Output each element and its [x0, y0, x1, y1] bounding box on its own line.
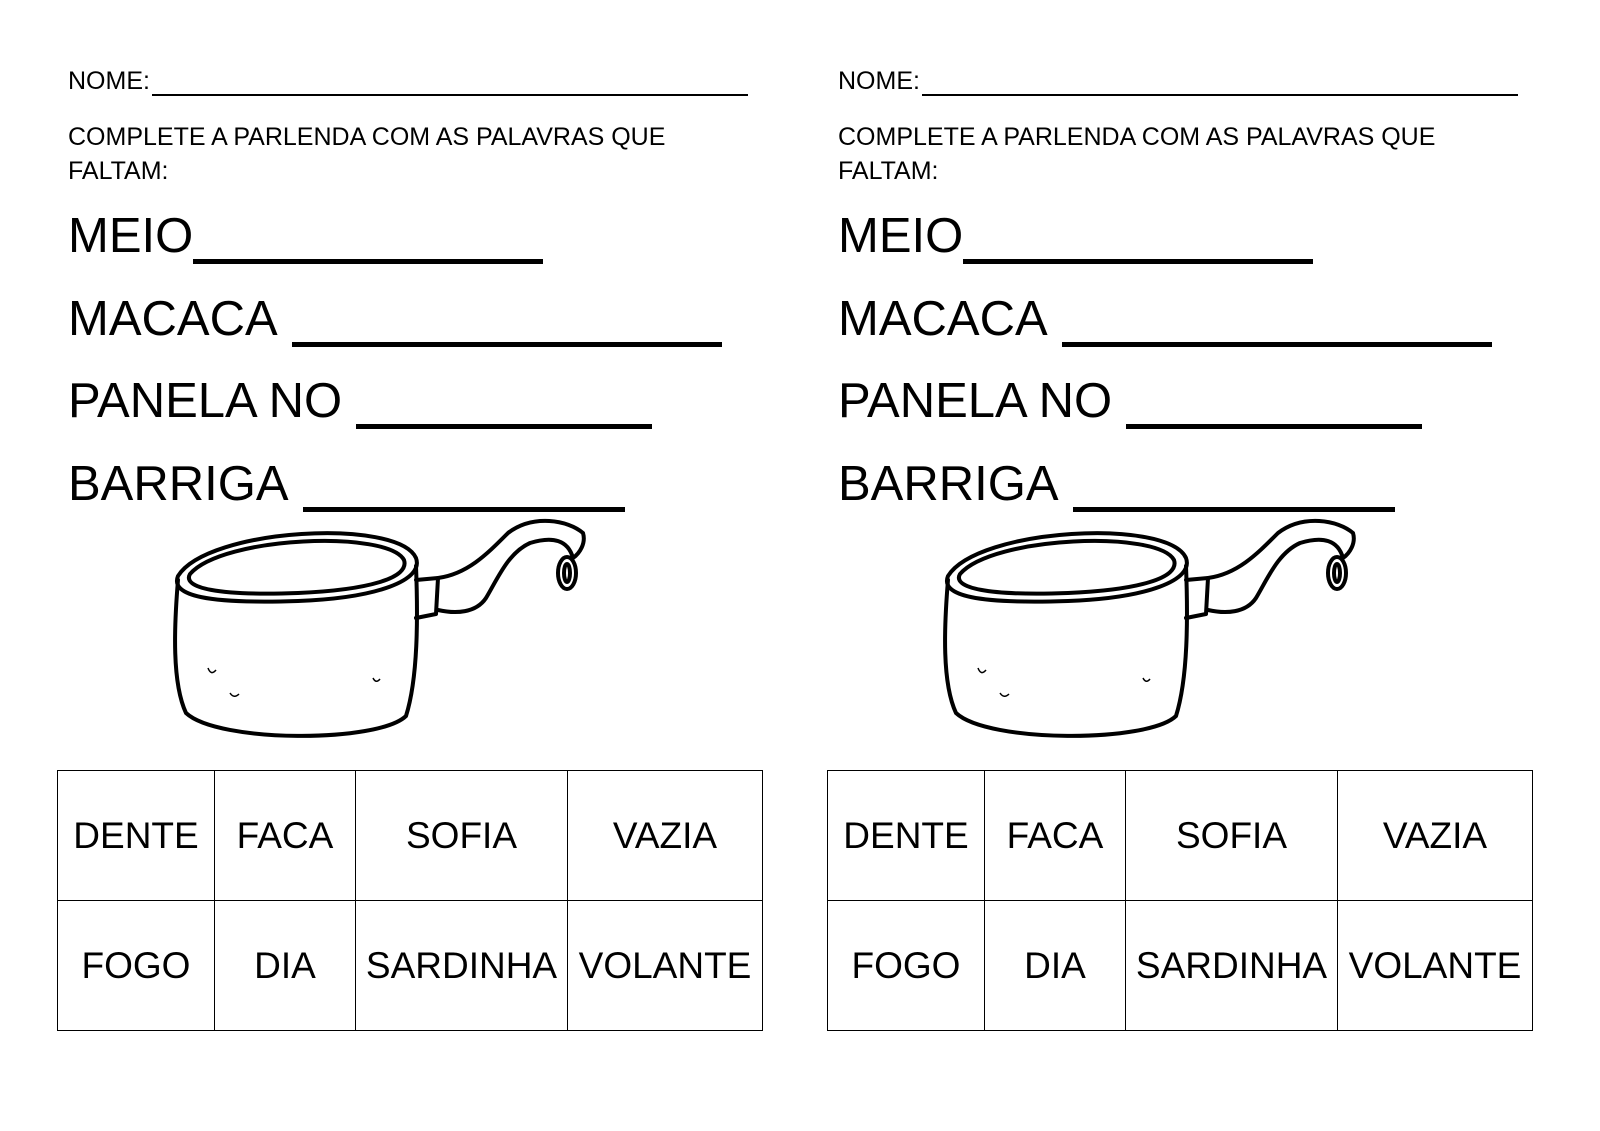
answer-blank[interactable] — [1126, 380, 1422, 429]
worksheet-left — [0, 0, 780, 1131]
name-label: NOME: — [68, 67, 150, 95]
word-bank-cell[interactable]: SARDINHA — [356, 901, 568, 1031]
word-bank-cell[interactable]: FOGO — [58, 901, 215, 1031]
word-bank-cell[interactable]: DIA — [985, 901, 1126, 1031]
verse-text: MACACA — [838, 292, 1048, 346]
word-bank-cell[interactable]: SOFIA — [1126, 771, 1338, 901]
instruction-text: COMPLETE A PARLENDA COM AS PALAVRAS QUE FALTAM: — [838, 123, 1436, 185]
name-row — [838, 66, 1518, 96]
word-bank-cell[interactable]: FACA — [985, 771, 1126, 901]
verse-text: BARRIGA — [68, 457, 289, 511]
word-bank-cell[interactable]: DENTE — [58, 771, 215, 901]
verse-text: PANELA NO — [838, 374, 1113, 428]
word-bank-cell[interactable]: FACA — [215, 771, 356, 901]
verse-line-2 — [838, 291, 1492, 347]
verse-line-1 — [68, 208, 543, 264]
worksheet-right — [770, 0, 1550, 1131]
verse-line-4 — [68, 456, 625, 512]
word-bank-cell[interactable]: FOGO — [828, 901, 985, 1031]
verse-text: PANELA NO — [68, 374, 343, 428]
instruction-text: COMPLETE A PARLENDA COM AS PALAVRAS QUE FALTAM: — [68, 123, 666, 185]
saucepan-icon — [168, 518, 598, 743]
verse-line-3 — [838, 373, 1422, 429]
verse-line-1 — [838, 208, 1313, 264]
answer-blank[interactable] — [1073, 463, 1395, 512]
answer-blank[interactable] — [303, 463, 625, 512]
verse-text: MEIO — [838, 209, 964, 263]
word-bank — [57, 770, 763, 1031]
word-bank-cell[interactable]: VOLANTE — [568, 901, 763, 1031]
verse-line-2 — [68, 291, 722, 347]
verse-line-3 — [68, 373, 652, 429]
verse-line-4 — [838, 456, 1395, 512]
name-label: NOME: — [838, 67, 920, 95]
answer-blank[interactable] — [963, 215, 1313, 264]
name-blank[interactable] — [152, 66, 748, 96]
word-bank — [827, 770, 1533, 1031]
word-bank-cell[interactable]: DENTE — [828, 771, 985, 901]
saucepan-icon — [938, 518, 1368, 743]
answer-blank[interactable] — [292, 298, 722, 347]
word-bank-cell[interactable]: DIA — [215, 901, 356, 1031]
answer-blank[interactable] — [193, 215, 543, 264]
answer-blank[interactable] — [356, 380, 652, 429]
word-bank-cell[interactable]: SARDINHA — [1126, 901, 1338, 1031]
name-blank[interactable] — [922, 66, 1518, 96]
answer-blank[interactable] — [1062, 298, 1492, 347]
verse-text: MEIO — [68, 209, 194, 263]
word-bank-cell[interactable]: VAZIA — [1338, 771, 1533, 901]
word-bank-cell[interactable]: SOFIA — [356, 771, 568, 901]
word-bank-cell[interactable]: VOLANTE — [1338, 901, 1533, 1031]
word-bank-cell[interactable]: VAZIA — [568, 771, 763, 901]
name-row — [68, 66, 748, 96]
verse-text: MACACA — [68, 292, 278, 346]
verse-text: BARRIGA — [838, 457, 1059, 511]
